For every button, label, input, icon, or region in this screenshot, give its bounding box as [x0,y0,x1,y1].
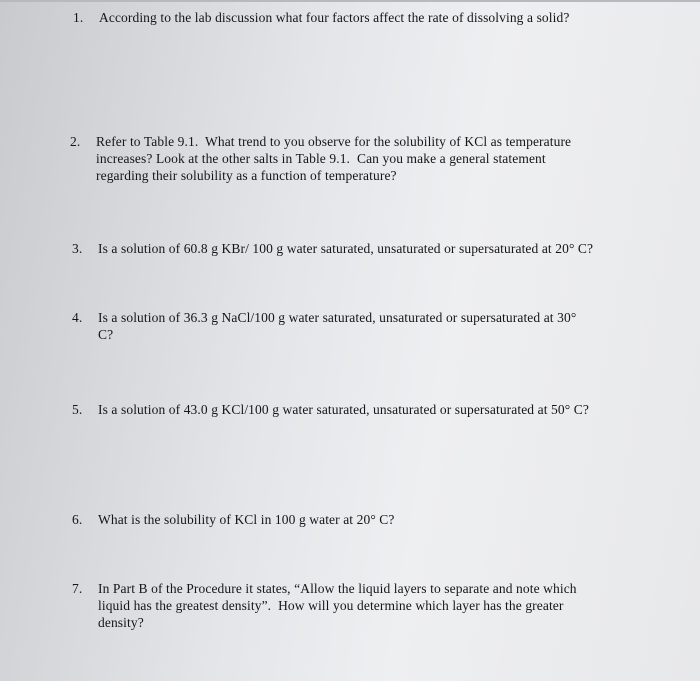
question-number: 1. [73,10,84,25]
question-text-line-3: density? [98,615,144,630]
question-number: 7. [72,581,83,596]
question-text-line-3: regarding their solubility as a function of temperature? [96,168,397,183]
page-top-edge [0,0,700,2]
question-number: 2. [70,134,81,149]
question-text: Is a solution of 60.8 g KBr/ 100 g water saturated, unsaturated or supersaturated at 20° C? [98,241,594,256]
question-text: What is the solubility of KCl in 100 g water at 20° C? [98,512,395,527]
question-number: 4. [72,310,83,325]
question-text-line-1: Refer to Table 9.1. What trend to you observe for the solubility of KCl as temperature [96,134,572,149]
question-text-line-1: Is a solution of 36.3 g NaCl/100 g water saturated, unsaturated or supersaturated at 30° [98,310,577,325]
question-text: According to the lab discussion what four factors affect the rate of dissolving a solid? [99,10,570,25]
question-text-line-2: liquid has the greatest density”. How will you determine which layer has the greater [98,598,564,613]
question-number: 3. [72,241,83,256]
question-text-line-2: increases? Look at the other salts in Table 9.1. Can you make a general statement [96,151,546,166]
question-text-line-1: In Part B of the Procedure it states, “Allow the liquid layers to separate and note which [98,581,577,596]
question-number: 6. [72,512,83,527]
question-text-line-2: C? [98,327,114,342]
question-number: 5. [72,402,83,417]
question-text: Is a solution of 43.0 g KCl/100 g water saturated, unsaturated or supersaturated at 50° C? [98,402,589,417]
